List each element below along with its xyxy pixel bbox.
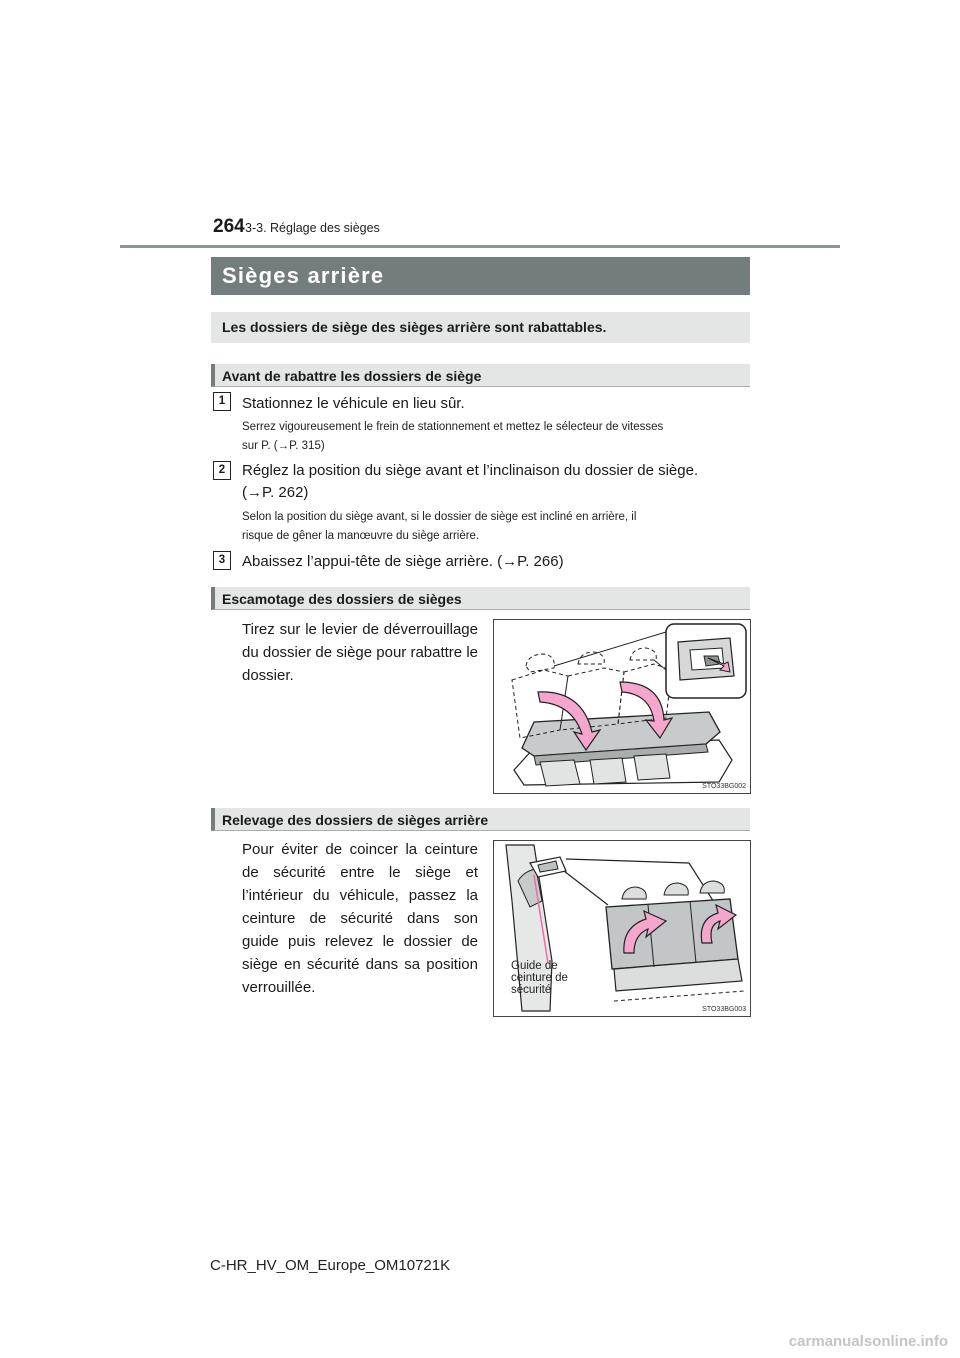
seatbelt-guide-label-line-2: ceinture de	[511, 972, 568, 984]
step-3-text: Abaissez l’appui-tête de siège arrière. (→P. 266)	[242, 553, 564, 570]
header-divider	[120, 245, 840, 248]
raising-instructions: Pour éviter de coincer la ceinture de sécurité entre le siège et l’intérieur du véhicule, passez la ceinture de sécurité dans son guide puis relevez le dossier de siège en sécurité dans sa position verrouillée.	[242, 841, 478, 996]
watermark: carmanualsonline.info	[788, 1333, 948, 1350]
intro-box: Les dossiers de siège des sièges arrière sont rabattables.	[211, 312, 750, 343]
seatbelt-guide-label-line-1: Guide de	[511, 960, 558, 972]
page-number: 264	[213, 216, 245, 237]
step-2-text-line-1: Réglez la position du siège avant et l’inclinaison du dossier de siège.	[242, 462, 699, 479]
page-title: Sièges arrière	[211, 257, 750, 295]
seatbelt-guide-label	[511, 960, 568, 996]
step-2-note	[242, 508, 747, 546]
subheading-raising: Relevage des dossiers de sièges arrière	[211, 808, 750, 831]
step-2-note-line-2: risque de gêner la manœuvre du siège arrière.	[242, 530, 480, 542]
step-2-text	[242, 460, 698, 504]
step-1-note	[242, 418, 747, 456]
subheading-stowing: Escamotage des dossiers de sièges	[211, 587, 750, 610]
step-number-2: 2	[213, 461, 231, 480]
step-2-note-line-1: Selon la position du siège avant, si le dossier de siège est incliné en arrière, il	[242, 511, 637, 523]
seatbelt-guide-label-line-3: sécurité	[511, 984, 552, 996]
step-1-note-line-2: sur P. (→P. 315)	[242, 440, 325, 452]
figure-raising-seatbacks	[493, 840, 751, 1017]
folding-seat-illustration	[494, 620, 750, 793]
step-number-1: 1	[213, 392, 231, 411]
step-1-text: Stationnez le véhicule en lieu sûr.	[242, 395, 465, 412]
step-2-text-line-2: (→P. 262)	[242, 484, 309, 501]
step-1-note-line-1: Serrez vigoureusement le frein de stationnement et mettez le sélecteur de vitesses	[242, 421, 664, 433]
figure-stowing-seatbacks	[493, 619, 751, 794]
figure-code-stowing: STO33BG002	[702, 783, 746, 790]
figure-code-raising: STO33BG003	[702, 1006, 746, 1013]
document-code-footer: C-HR_HV_OM_Europe_OM10721K	[210, 1257, 451, 1274]
subheading-before-folding: Avant de rabattre les dossiers de siège	[211, 364, 750, 387]
step-number-3: 3	[213, 551, 231, 570]
stowing-instructions: Tirez sur le levier de déverrouillage du dossier de siège pour rabattre le dossier.	[242, 621, 478, 684]
section-reference: 3-3. Réglage des sièges	[245, 221, 380, 235]
